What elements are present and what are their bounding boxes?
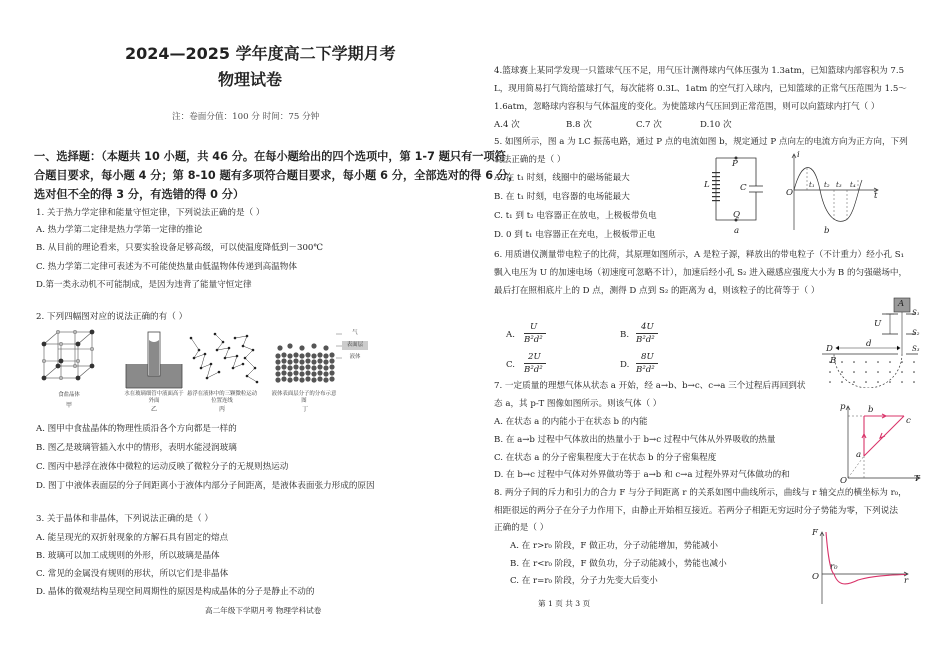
- q3-option-a: A. 能呈现光的双折射现象的方解石具有固定的熔点: [36, 533, 229, 543]
- q7-fig-label-b: b: [868, 405, 874, 415]
- q6-fig-label-S3: S₃: [912, 345, 920, 353]
- q6-fig-label-S1: S₁: [912, 309, 920, 317]
- q6-fig-label-B: B: [830, 356, 837, 366]
- q5-option-c: C. t₁ 到 t₂ 电容器正在放电，上极板带负电: [494, 211, 657, 221]
- q6-fig-label-U: U: [874, 319, 882, 329]
- q6-fig-label-S2: S₂: [912, 329, 920, 337]
- q4-option-a: A.4 次: [494, 120, 520, 130]
- q8-fig-label-r: r: [904, 576, 909, 586]
- q8-option-c: C. 在 r=r₀ 阶段，分子力先变大后变小: [510, 576, 658, 586]
- q7-fig-label-c: c: [906, 416, 911, 426]
- pressure-temperature-graph-icon: [842, 402, 922, 486]
- q7-option-b: B. 在 a→b 过程中气体放出的热量小于 b→c 过程中气体从外界吸收的热量: [494, 435, 776, 445]
- q2-figure-jia: [38, 328, 100, 414]
- footer-left: 高二年级下学期月考 物理学科试卷: [205, 606, 322, 615]
- q7-line-2: 态 a，其 p-T 图像如图所示。则该气体（ ）: [494, 399, 662, 409]
- q6-line-1: 6. 用质谱仪测量带电粒子的比荷，其原理如图所示，A 是粒子源，释放出的带电粒子（不计重力）经小孔 S₁: [494, 250, 905, 260]
- q1-option-a: A. 热力学第二定律是热力学第一定律的推论: [36, 225, 203, 235]
- q6-option-d-denominator: B²d²: [636, 365, 655, 375]
- section-heading-line-1: 一、选择题：（本题共 10 小题，共 46 分。在每小题给出的四个选项中，第 1-7 题只有一项符: [34, 150, 506, 163]
- q2-caption-jia: 食盐晶体: [58, 392, 80, 398]
- q6-option-b-fraction-bar: [636, 333, 658, 334]
- q2-figure-ding: [271, 328, 370, 414]
- q3-option-c: C. 常见的金属没有规则的形状，所以它们是非晶体: [36, 569, 229, 579]
- q2-stem: 2. 下列四幅图对应的说法正确的有（ ）: [36, 312, 188, 322]
- q3-stem: 3. 关于晶体和非晶体，下列说法正确的是（ ）: [36, 514, 213, 524]
- q6-option-d-numerator: 8U: [641, 352, 654, 362]
- q7-fig-label-T: T: [914, 474, 920, 484]
- q6-option-d-label: D.: [620, 360, 630, 370]
- q6-fig-label-A: A: [898, 299, 905, 309]
- q8-fig-label-O: O: [812, 572, 820, 582]
- q5-option-b: B. 在 t₁ 时刻，电容器的电场能最大: [494, 192, 630, 202]
- q4-option-b: B.8 次: [566, 120, 592, 130]
- q7-option-c: C. 在状态 a 的分子密集程度大于在状态 b 的分子密集程度: [494, 453, 717, 463]
- q2-label-yi: 乙: [150, 406, 157, 413]
- q2-label-bing: 丙: [218, 406, 225, 413]
- q7-option-d: D. 在 b→c 过程中气体对外界做功等于 a→b 和 c→a 过程外界对气体做功的和: [494, 470, 790, 480]
- q8-option-b: B. 在 r<r₀ 阶段，F 做负功，分子动能减小，势能也减小: [510, 559, 727, 569]
- q6-fig-label-d: d: [866, 339, 872, 349]
- q7-option-a: A. 在状态 a 的内能小于在状态 b 的内能: [494, 417, 648, 427]
- q5-fig-label-t3: t₃: [836, 181, 842, 189]
- q6-option-c-numerator: 2U: [528, 352, 541, 362]
- q2-label-jia: 甲: [65, 402, 72, 409]
- q2-label-surface: 表面层: [346, 342, 364, 348]
- q1-stem: 1. 关于热力学定律和能量守恒定律，下列说法正确的是（ ）: [36, 208, 265, 218]
- q5-fig-label-a: a: [734, 226, 740, 236]
- q6-option-b-label: B.: [620, 330, 630, 340]
- q8-line-1: 8. 两分子间的斥力和引力的合力 F 与分子间距离 r 的关系如图中曲线所示，曲线与 r 轴交点的横坐标为 r₀，: [494, 488, 907, 498]
- q8-fig-label-r0: r₀: [830, 562, 838, 572]
- capillary-tube-icon: [122, 328, 186, 390]
- q6-line-2: 飘入电压为 U 的加速电场（初速度可忽略不计），加速后经小孔 S₂ 进入磁感应强度大小为 B 的匀强磁场中，: [494, 268, 908, 278]
- q2-option-a: A. 图甲中食盐晶体的物理性质沿各个方向都是一样的: [36, 424, 237, 434]
- q2-figure-bing: [185, 328, 259, 414]
- q4-line-2: L，现用简易打气筒给篮球打气，每次能将 0.3L、1atm 的空气打入球内，已知篮球的正常气压范围为 1.5～: [494, 84, 907, 94]
- q5-option-a: A. 在 t₁ 时刻，线圈中的磁场能最大: [494, 173, 630, 183]
- brownian-motion-icon: [185, 328, 259, 390]
- q5-option-d: D. 0 到 t₁ 电容器正在充电，上极板带正电: [494, 230, 656, 240]
- q1-option-c: C. 热力学第二定律可表述为不可能使热量由低温物体传递到高温物体: [36, 262, 297, 272]
- q6-option-a-numerator: U: [530, 322, 538, 332]
- q5-fig-label-t4: t₄: [850, 181, 856, 189]
- q7-figure-pT-graph: [842, 402, 922, 486]
- exam-note: 注：卷面分值：100 分 时间：75 分钟: [172, 112, 320, 122]
- q8-line-3: 正确的是（ ）: [494, 523, 549, 533]
- q2-option-d: D. 图丁中液体表面层的分子间距离小于液体内部分子间距离，是液体表面张力形成的原因: [36, 481, 375, 491]
- q2-caption-ding: 液体表面层分子的分布示意图: [271, 391, 337, 404]
- q6-option-b-numerator: 4U: [641, 322, 654, 332]
- exam-title: 2024—2025 学年度高二下学期月考: [125, 44, 396, 63]
- q7-fig-label-p: p: [840, 402, 846, 412]
- q6-option-a-label: A.: [506, 330, 515, 340]
- q5-figure-b-current-graph: [786, 150, 882, 240]
- footer-right: 第 1 页 共 3 页: [538, 599, 591, 608]
- q2-option-c: C. 图丙中悬浮在液体中微粒的运动反映了微粒分子的无规则热运动: [36, 462, 289, 472]
- q4-line-1: 4.篮球赛上某同学发现一只篮球气压不足，用气压计测得球内气体压强为 1.3atm，已知篮球内部容积为 7.5: [494, 66, 905, 76]
- q5-fig-label-P: P: [732, 159, 738, 169]
- q6-fig-label-D: D: [826, 344, 833, 354]
- salt-crystal-lattice-icon: [38, 328, 100, 390]
- q5-fig-label-t1: t₁: [809, 181, 815, 189]
- q6-option-c-label: C.: [506, 360, 516, 370]
- q5-fig-label-O: O: [786, 188, 794, 198]
- q2-label-gas: 气: [352, 330, 358, 336]
- q1-option-d: D.第一类永动机不可能制成，是因为违背了能量守恒定律: [36, 280, 252, 290]
- q8-line-2: 相距很远的两分子在分子力作用下，由静止开始相互接近。若两分子相距无穷远时分子势能为零，下列说法: [494, 506, 898, 516]
- q5-fig-label-b: b: [824, 226, 830, 236]
- q7-fig-label-a: a: [856, 450, 862, 460]
- q4-option-d: D.10 次: [700, 120, 732, 130]
- q5-line-2: 说法正确的是（ ）: [494, 155, 566, 165]
- q6-option-c-fraction-bar: [524, 363, 546, 364]
- section-heading-line-2: 合题目要求，每小题 4 分；第 8-10 题有多项符合题目要求，每小题 6 分，全部选对的得 6 分，: [34, 169, 520, 182]
- q4-line-3: 1.6atm，忽略球内容积与气体温度的变化。为使篮球内气压回到正常范围，则可以向篮球内打气（ ）: [494, 102, 880, 112]
- q2-label-liquid: 液体: [349, 354, 361, 360]
- q6-line-3: 最后打在照相底片上的 D 点，测得 D 点到 S₂ 的距离为 d，则该粒子的比荷等于（ ）: [494, 286, 820, 296]
- q2-caption-bing: 悬浮在液体中的三颗微粒运动位置连线: [186, 391, 258, 404]
- q2-figure-yi: [122, 328, 186, 414]
- q3-option-b: B. 玻璃可以加工成规则的外形，所以玻璃是晶体: [36, 551, 220, 561]
- section-heading-line-3: 选对但不全的得 3 分，有选错的得 0 分）: [34, 188, 245, 201]
- molecular-force-curve-icon: [812, 528, 912, 606]
- exam-subtitle: 物理试卷: [218, 70, 283, 89]
- current-time-graph-icon: [786, 150, 882, 240]
- q6-option-a-fraction-bar: [524, 333, 546, 334]
- q8-fig-label-F: F: [812, 528, 818, 538]
- q2-caption-yi: 水在玻璃细管中液面高于外面: [124, 391, 184, 404]
- q5-fig-label-t: t: [874, 191, 878, 201]
- q5-figure-a-lc-circuit: [706, 150, 766, 240]
- q8-option-a: A. 在 r>r₀ 阶段，F 做正功，分子动能增加，势能减小: [510, 541, 718, 551]
- q2-label-ding: 丁: [301, 406, 308, 413]
- q4-option-c: C.7 次: [636, 120, 662, 130]
- q6-option-a-denominator: B²d²: [524, 335, 543, 345]
- q1-option-b: B. 从目前的理论看来，只要实验设备足够高级，可以使温度降低到－300℃: [36, 243, 324, 253]
- q7-line-1: 7. 一定质量的理想气体从状态 a 开始，经 a→b、b→c、c→a 三个过程后再回到状: [494, 381, 806, 391]
- q7-fig-label-O: O: [840, 476, 848, 486]
- q2-option-b: B. 图乙是玻璃管插入水中的情形，表明水能浸润玻璃: [36, 443, 237, 453]
- q8-figure-force-distance-curve: [812, 528, 912, 606]
- q5-fig-label-Q: Q: [733, 210, 741, 220]
- q6-option-d-fraction-bar: [636, 363, 658, 364]
- q5-fig-label-L: L: [704, 180, 710, 190]
- q6-figure-mass-spectrometer: [820, 296, 920, 388]
- q5-fig-label-i: i: [797, 150, 800, 160]
- q6-option-c-denominator: B²d²: [524, 365, 543, 375]
- q6-option-b-denominator: B²d²: [636, 335, 655, 345]
- q3-option-d: D. 晶体的微观结构呈现空间周期性的原因是构成晶体的分子是静止不动的: [36, 587, 315, 597]
- q5-fig-label-C: C: [740, 183, 747, 193]
- q5-fig-label-t2: t₂: [824, 181, 830, 189]
- q5-line-1: 5. 如图所示，图 a 为 LC 振荡电路，通过 P 点的电流如图 b，规定通过 P 点向左的电流方向为正方向，下列: [494, 137, 908, 147]
